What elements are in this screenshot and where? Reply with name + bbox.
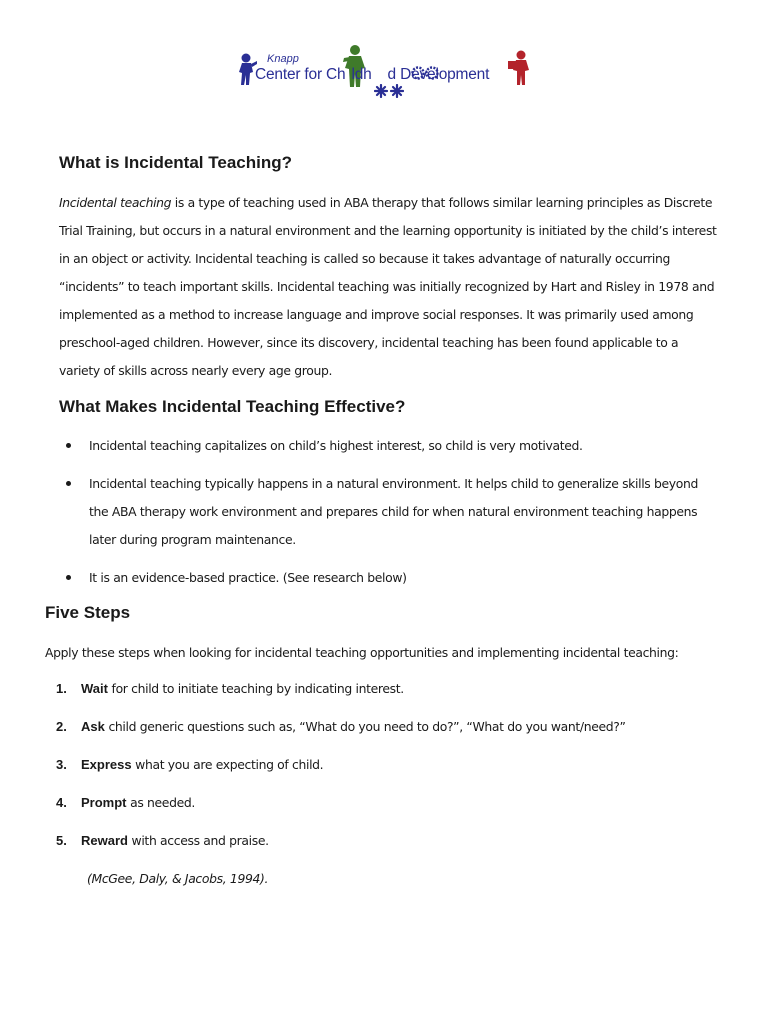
steps-intro: Apply these steps when looking for incidental teaching opportunities and implementing incidental teaching: bbox=[45, 645, 679, 660]
step-item bbox=[56, 828, 716, 866]
step-number: 3. bbox=[56, 757, 67, 772]
section-heading: What is Incidental Teaching? bbox=[59, 153, 292, 172]
flower-icon bbox=[425, 66, 439, 80]
step-text: child generic questions such as, “What do you need to do?”, “What do you want/need?” bbox=[104, 719, 626, 734]
logo-title-part3: d Development bbox=[387, 66, 490, 83]
steps-list bbox=[56, 676, 716, 866]
citation: (McGee, Daly, & Jacobs, 1994). bbox=[87, 871, 269, 886]
step-number: 4. bbox=[56, 795, 67, 810]
paragraph-body: is a type of teaching used in ABA therapy that follows similar learning principles as Discrete Trial Training, but occurs in a natural environment and the learning opportunity is initiated by the child’s interest in an object or activity. Incidental teaching is called so because it takes advantage of naturally occurring “incidents” to teach important skills. Incidental teaching was initially recognized by Hart and Risley in 1978 and implemented as a method to increase language and improve social responses. It was primarily used among preschool-aged children. However, since its discovery, incidental teaching has been found applicable to a variety of skills across nearly every age group. bbox=[59, 195, 717, 378]
list-item-text: It is an evidence-based practice. (See research below) bbox=[89, 570, 407, 585]
bullet-icon bbox=[66, 481, 71, 486]
center-logo bbox=[238, 44, 533, 104]
step-text: as needed. bbox=[126, 795, 195, 810]
list-item bbox=[66, 470, 706, 554]
list-item-text: Incidental teaching typically happens in a natural environment. It helps child to generalize skills beyond the ABA therapy work environment and prepares child for when natural environment teaching happens later during program maintenance. bbox=[89, 476, 698, 547]
section-heading: Five Steps bbox=[45, 603, 131, 622]
step-keyword: Prompt bbox=[81, 795, 127, 810]
list-item-text: Incidental teaching capitalizes on child’s highest interest, so child is very motivated. bbox=[89, 438, 583, 453]
step-keyword: Express bbox=[81, 757, 132, 772]
list-item bbox=[66, 564, 706, 592]
step-keyword: Wait bbox=[81, 681, 108, 696]
step-number: 5. bbox=[56, 833, 67, 848]
step-item bbox=[56, 676, 716, 714]
bullet-icon bbox=[66, 443, 71, 448]
step-keyword: Reward bbox=[81, 833, 128, 848]
logo-title-part2: ldh bbox=[351, 66, 372, 83]
snowflake-icon bbox=[374, 84, 404, 98]
step-text: for child to initiate teaching by indicating interest. bbox=[107, 681, 404, 696]
step-item bbox=[56, 752, 716, 790]
step-number: 2. bbox=[56, 719, 67, 734]
intro-paragraph bbox=[59, 189, 719, 385]
section-heading: What Makes Incidental Teaching Effective? bbox=[59, 397, 406, 416]
step-item bbox=[56, 714, 716, 752]
logo-knapp-text: Knapp bbox=[267, 53, 299, 65]
red-child-figure-icon bbox=[508, 50, 530, 86]
step-item bbox=[56, 790, 716, 828]
list-item bbox=[66, 432, 706, 460]
step-number: 1. bbox=[56, 681, 67, 696]
step-text: with access and praise. bbox=[127, 833, 269, 848]
flower-icon bbox=[411, 66, 425, 80]
step-keyword: Ask bbox=[81, 719, 105, 734]
paragraph-lead-term: Incidental teaching bbox=[59, 195, 172, 210]
step-text: what you are expecting of child. bbox=[131, 757, 324, 772]
logo-title bbox=[255, 66, 489, 84]
bullet-icon bbox=[66, 575, 71, 580]
effectiveness-list bbox=[66, 432, 706, 602]
logo-title-part1: Center for Ch bbox=[255, 66, 346, 83]
